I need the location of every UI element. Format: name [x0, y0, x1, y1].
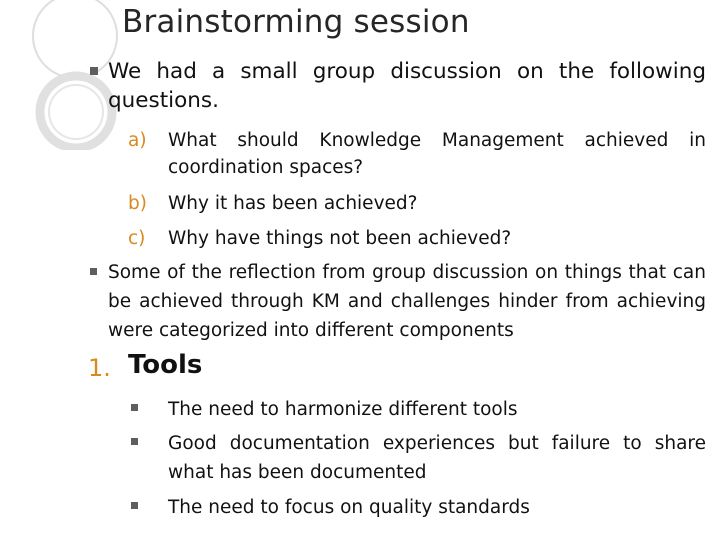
question-letter: b)	[128, 193, 147, 214]
question-text: Why it has been achieved?	[168, 193, 418, 214]
bullet-text: Some of the reflection from group discussion on things that can be achieved through KM and challenges hinder from achieving were categorized into different components	[108, 262, 706, 341]
question-text: What should Knowledge Management achieved in coordination spaces?	[168, 130, 706, 178]
question-letter: c)	[128, 228, 146, 249]
section-number: 1.	[88, 354, 111, 382]
square-bullet-icon	[131, 438, 138, 445]
list-item: The need to focus on quality standards	[168, 497, 530, 518]
question-text: Why have things not been achieved?	[168, 228, 512, 249]
list-item: Good documentation experiences but failure to share what has been documented	[168, 433, 706, 483]
section-heading: Tools	[128, 350, 203, 380]
bullet-text: We had a small group discussion on the following questions.	[108, 59, 706, 113]
square-bullet-icon	[90, 67, 98, 75]
question-letter: a)	[128, 130, 147, 151]
square-bullet-icon	[90, 268, 97, 275]
square-bullet-icon	[131, 502, 138, 509]
list-item: The need to harmonize different tools	[168, 399, 518, 420]
slide-title: Brainstorming session	[122, 4, 470, 40]
square-bullet-icon	[131, 404, 138, 411]
